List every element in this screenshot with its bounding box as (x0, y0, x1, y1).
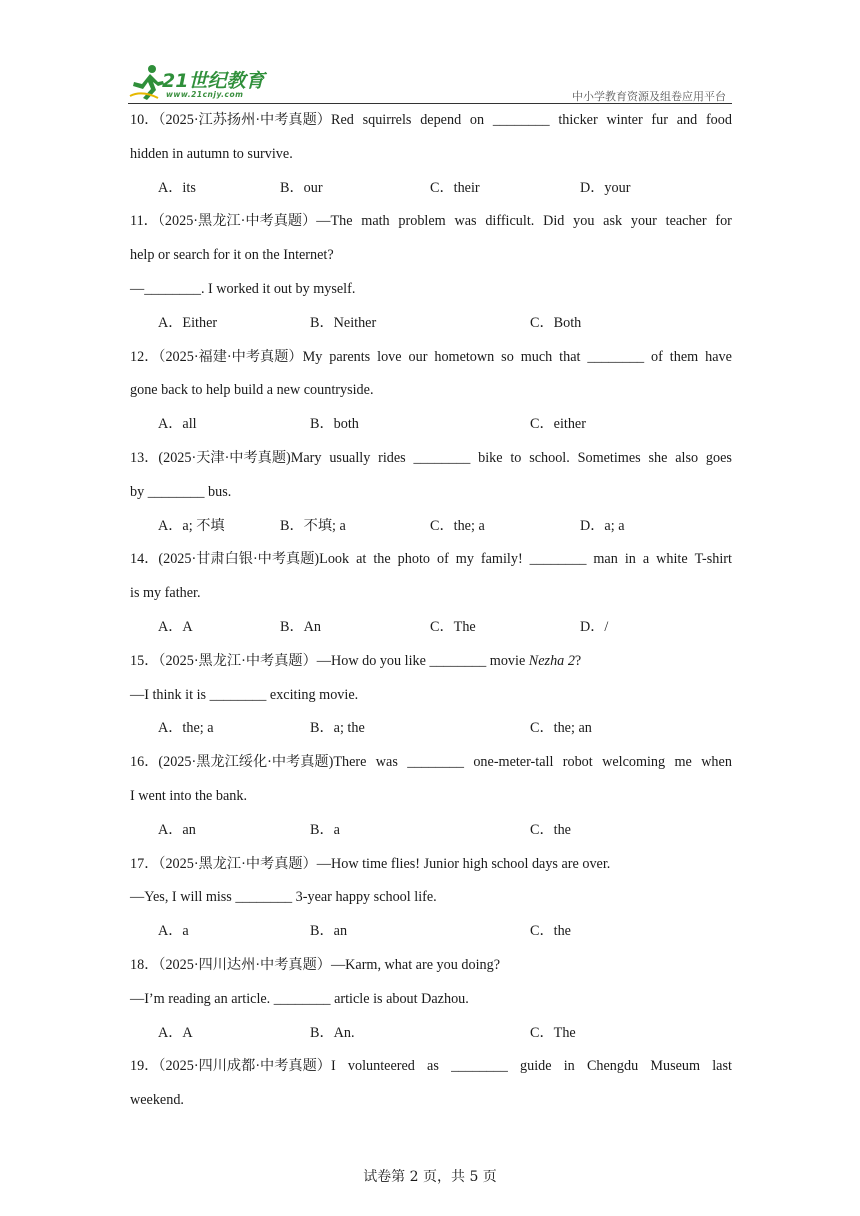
question-word: Did (543, 213, 565, 230)
logo-url: www.21cnjy.com (166, 90, 244, 99)
question-text-line (130, 645, 732, 679)
question-word: she (648, 449, 668, 466)
question-word: math (361, 213, 390, 230)
answer-option: C．the (530, 821, 571, 838)
question-word: was (454, 213, 477, 230)
answer-option: B．不填; a (280, 517, 346, 534)
question-word: so (501, 348, 514, 365)
question-text-line (130, 746, 732, 780)
question-text-line (130, 679, 732, 713)
question-item (130, 205, 732, 340)
question-item (130, 1050, 732, 1118)
options-row (130, 712, 732, 746)
question-word: squirrels (362, 112, 412, 128)
logo (128, 62, 278, 102)
question-word: as (427, 1058, 439, 1075)
question-word: goes (705, 449, 732, 466)
question-word: my (455, 551, 474, 568)
question-word: that (559, 348, 581, 365)
question-word: help or search for it on the Internet? (130, 247, 334, 264)
question-item (130, 949, 732, 1050)
question-word: Museum (650, 1058, 701, 1075)
answer-option: A．A (158, 1024, 193, 1041)
question-text-line (130, 476, 732, 510)
question-word: —Yes, I will miss ________ 3-year happy school life. (130, 889, 437, 906)
answer-option: A．a (158, 923, 189, 940)
question-word: also (675, 449, 699, 466)
options-row (130, 408, 732, 442)
answer-option: B．a (310, 821, 340, 838)
question-word: problem (398, 213, 446, 230)
question-word: —________. I worked it out by myself. (130, 280, 356, 297)
answer-option: C．The (430, 618, 476, 635)
question-word: you (573, 213, 595, 230)
question-word: white (656, 551, 688, 568)
answer-option: B．An. (310, 1024, 355, 1041)
question-word: ________ (529, 551, 587, 568)
question-word: of (651, 348, 663, 365)
question-word: 18．（2025·四川达州·中考真题）—Karm, what are you doing? (130, 956, 500, 973)
page-header (128, 62, 732, 104)
question-word: love (377, 348, 402, 365)
question-text-line (130, 577, 732, 611)
question-text-line (130, 273, 732, 307)
question-word: 11．（2025·黑龙江·中考真题）—The (130, 213, 353, 230)
question-text-line (130, 205, 732, 239)
logo-text: 21世纪教育 (162, 70, 265, 92)
question-text-line (130, 881, 732, 915)
question-word: Sometimes (577, 449, 641, 466)
question-word: to (510, 449, 522, 466)
page-number: 试卷第 2 页，共 5 页 (363, 1169, 497, 1185)
question-word: at (356, 551, 367, 568)
question-word: welcoming (602, 754, 666, 771)
question-word: ask (603, 213, 623, 230)
movie-title: Nezha 2 (528, 652, 575, 669)
question-word: I went into the bank. (130, 787, 248, 804)
options-row (130, 510, 732, 544)
answer-option: C．The (530, 1024, 576, 1041)
question-word: is my father. (130, 585, 201, 602)
question-text-line (130, 848, 732, 882)
question-word: ________ (407, 754, 464, 771)
options-row (130, 172, 732, 206)
question-word: school. (529, 449, 570, 466)
question-word: parents (329, 348, 371, 365)
options-row (130, 915, 732, 949)
question-text-line (130, 949, 732, 983)
question-item (130, 104, 732, 205)
answer-option: D．/ (580, 618, 609, 635)
question-word: —I’m reading an article. ________ article is about Dazhou. (130, 990, 469, 1007)
answer-option: A．its (158, 179, 196, 196)
question-word: 15．（2025·黑龙江·中考真题）—How do you like ________ movie Nezha 2? (130, 652, 582, 669)
question-text-line (130, 138, 732, 172)
question-word: hidden in autumn to survive. (130, 145, 293, 162)
question-word: thicker (558, 112, 598, 128)
question-text-line (130, 341, 732, 375)
question-word: one-meter-tall (473, 754, 554, 771)
question-item (130, 442, 732, 543)
question-text-line (130, 1084, 732, 1118)
question-word: 12．（2025·福建·中考真题）My (130, 348, 323, 365)
options-row (130, 1017, 732, 1051)
question-text-line (130, 1050, 732, 1084)
platform-name: 中小学教育资源及组卷应用平台 (572, 90, 726, 103)
answer-option: A．all (158, 416, 197, 433)
answer-option: A．Either (158, 314, 218, 331)
answer-option: A．an (158, 821, 196, 838)
question-word: fur (651, 112, 668, 128)
answer-option: B．both (310, 416, 359, 433)
question-word: last (712, 1058, 732, 1075)
question-item (130, 543, 732, 644)
question-word: photo (397, 551, 430, 568)
question-word: 17．（2025·黑龙江·中考真题）—How time flies! Junior high school days are over. (130, 855, 611, 872)
question-word: in (563, 1058, 575, 1075)
answer-option: C．either (530, 416, 586, 433)
question-word: family! (480, 551, 523, 568)
answer-option: B．Neither (310, 314, 377, 331)
question-word: ________ (451, 1058, 508, 1075)
question-word: Chengdu (586, 1058, 639, 1075)
question-word: man (593, 551, 618, 568)
question-word: winter (606, 112, 643, 128)
question-list (130, 104, 732, 1118)
question-word: when (701, 754, 732, 771)
question-word: T-shirt (694, 551, 732, 568)
question-word: depend (420, 112, 462, 128)
question-word: me (674, 754, 692, 771)
answer-option: C．the; an (530, 720, 592, 737)
question-word: for (715, 213, 732, 230)
question-item (130, 746, 732, 847)
answer-option: B．An (280, 618, 321, 635)
answer-option: B．our (280, 179, 323, 196)
question-word: robot (562, 754, 593, 771)
answer-option: A．a; 不填 (158, 517, 225, 534)
question-word: rides (378, 449, 406, 466)
options-row (130, 307, 732, 341)
question-word: them (669, 348, 699, 365)
options-row (130, 814, 732, 848)
question-text-line (130, 442, 732, 476)
question-word: ________ (492, 112, 550, 128)
question-word: guide (520, 1058, 552, 1075)
question-word: 10．（2025·江苏扬州·中考真题）Red (130, 112, 354, 128)
question-word: weekend. (130, 1092, 184, 1109)
question-text-line (130, 543, 732, 577)
question-word: food (705, 112, 732, 128)
question-word: 14．(2025·甘肃白银·中考真题)Look (130, 551, 350, 568)
question-word: —I think it is ________ exciting movie. (130, 686, 359, 703)
question-word: our (408, 348, 428, 365)
answer-option: A．the; a (158, 720, 214, 737)
question-word: gone back to help build a new countryside. (130, 382, 374, 399)
question-text-line (130, 374, 732, 408)
question-word: ________ (413, 449, 471, 466)
question-item (130, 645, 732, 746)
question-word: have (705, 348, 732, 365)
question-word: and (676, 112, 698, 128)
question-word: by ________ bus. (130, 483, 232, 500)
question-text-line (130, 780, 732, 814)
answer-option: C．their (430, 179, 480, 196)
answer-option: C．Both (530, 314, 582, 331)
question-item (130, 848, 732, 949)
question-word: ________ (587, 348, 645, 365)
question-word: the (373, 551, 391, 568)
answer-option: B．an (310, 923, 348, 940)
question-word: bike (478, 449, 503, 466)
answer-option: D．a; a (580, 517, 625, 534)
question-word: 13．(2025·天津·中考真题)Mary (130, 449, 322, 466)
question-word: 19．（2025·四川成都·中考真题）I (130, 1058, 336, 1075)
question-word: much (520, 348, 553, 365)
options-row (130, 611, 732, 645)
question-word: in (624, 551, 636, 568)
question-word: volunteered (347, 1058, 415, 1075)
question-word: a (642, 551, 650, 568)
answer-option: A．A (158, 618, 193, 635)
question-word: was (375, 754, 398, 771)
question-word: on (469, 112, 485, 128)
answer-option: C．the; a (430, 517, 485, 534)
question-text-line (130, 239, 732, 273)
question-word: your (630, 213, 657, 230)
question-word: usually (329, 449, 371, 466)
question-text-line (130, 983, 732, 1017)
question-word: 16．(2025·黑龙江绥化·中考真题)There (130, 754, 367, 771)
question-item (130, 341, 732, 442)
question-word: of (436, 551, 449, 568)
answer-option: B．a; the (310, 720, 365, 737)
answer-option: D．your (580, 179, 631, 196)
question-word: hometown (434, 348, 495, 365)
answer-option: C．the (530, 923, 571, 940)
question-text-line (130, 104, 732, 138)
question-word: difficult. (485, 213, 535, 230)
question-word: teacher (665, 213, 707, 230)
